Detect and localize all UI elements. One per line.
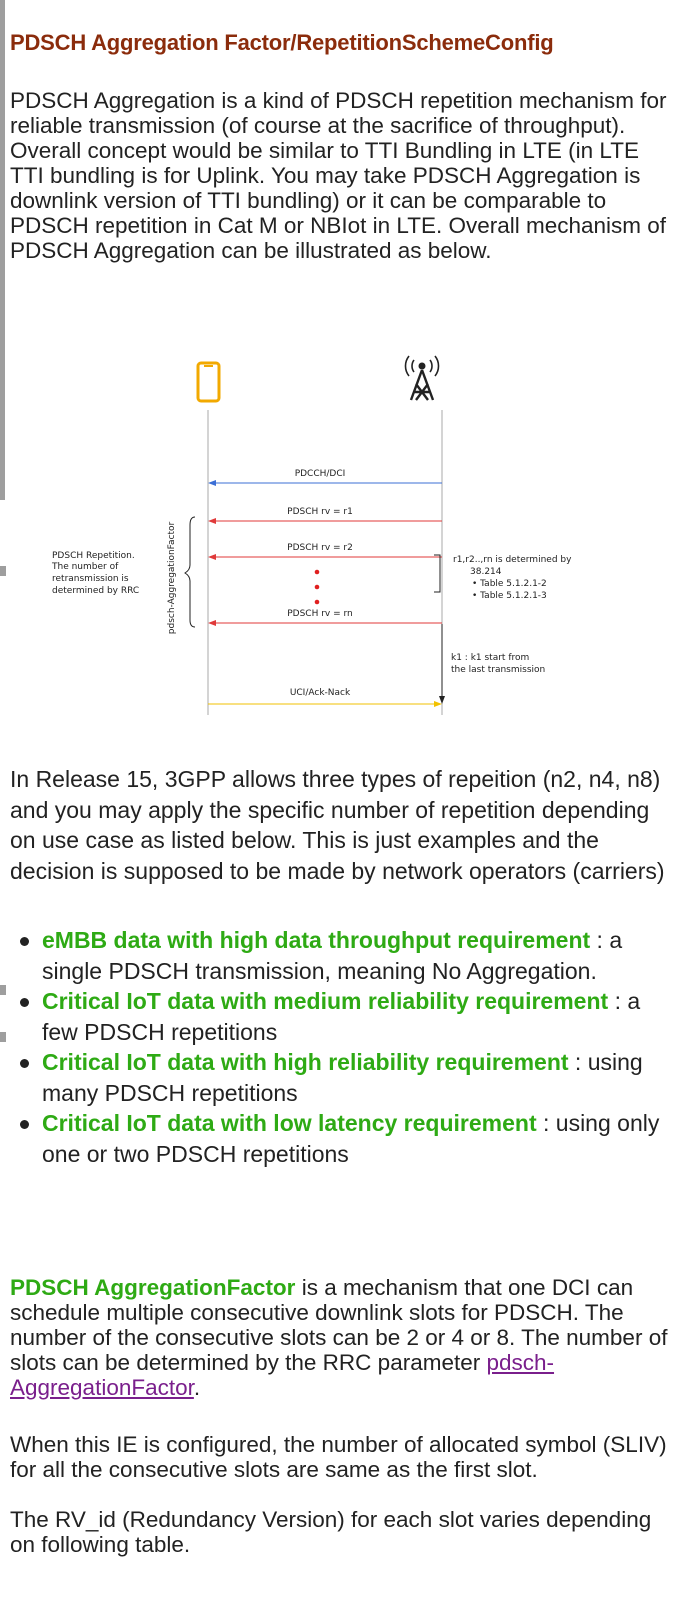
msg-pdsch-rv2 <box>208 543 442 560</box>
section-title: PDSCH Aggregation Factor/RepetitionSchemeConfig <box>10 30 554 55</box>
base-station-icon <box>405 356 438 400</box>
svg-text:• Table 5.1.2.1-3: • Table 5.1.2.1-3 <box>472 591 547 601</box>
bullet-dot <box>20 1120 29 1129</box>
aggregation-factor-vertical-label: pdsch-AggregationFactor <box>167 521 177 635</box>
msg-rv1-label: PDSCH rv = r1 <box>287 507 353 517</box>
list-item: Critical IoT data with low latency requirement : using only one or two PDSCH repetitions <box>10 1108 680 1169</box>
list-item: Critical IoT data with medium reliability requirement : a few PDSCH repetitions <box>10 986 680 1047</box>
msg-uci-label: UCI/Ack-Nack <box>289 688 351 698</box>
right-brace <box>434 555 440 592</box>
rv-determination-note <box>453 555 572 601</box>
msg-pdcch-label: PDCCH/DCI <box>294 469 346 479</box>
rv-paragraph: The RV_id (Redundancy Version) for each slot varies depending on following table. <box>10 1507 652 1557</box>
left-brace <box>185 517 195 627</box>
use-case-list <box>10 925 680 1169</box>
list-item: Critical IoT data with high reliability requirement : using many PDSCH repetitions <box>10 1047 680 1108</box>
continuation-dots <box>315 570 320 605</box>
scroll-marker <box>0 566 6 576</box>
msg-pdsch-rv1 <box>208 507 442 524</box>
svg-text:k1 : k1 start from: k1 : k1 start from <box>451 653 530 663</box>
msg-rvn-label: PDSCH rv = rn <box>287 609 353 619</box>
bullet-dot <box>20 937 29 946</box>
svg-text:r1,r2..,rn is determined by: r1,r2..,rn is determined by <box>453 555 572 565</box>
msg-pdcch-dci <box>208 469 442 486</box>
sliv-paragraph: When this IE is configured, the number of allocated symbol (SLIV) for all the consecutive slots are same as the first slot. <box>10 1432 667 1482</box>
scrollbar[interactable] <box>0 0 5 500</box>
pdsch-aggregation-factor-link[interactable]: pdsch-AggregationFactor <box>10 1350 555 1400</box>
intro-paragraph: PDSCH Aggregation is a kind of PDSCH repetition mechanism for reliable transmission (of course at the sacrifice of throughput). Overall concept would be similar to TTI Bundling in LTE (in LTE TTI bundling is for Uplink. You may take PDSCH Aggregation is downlink version of TTI bundling) or it can be comparable to PDSCH repetition in Cat M or NBIot in LTE. Overall mechanism of PDSCH Aggregation can be illustrated as below. <box>10 88 667 263</box>
msg-pdsch-rvn <box>208 609 442 626</box>
aggregation-factor-paragraph: PDSCH AggregationFactor is a mechanism that one DCI can schedule multiple consecutive downlink slots for PDSCH. The number of the consecutive slots can be 2 or 4 or 8. The number of slots can be determined by the RRC parameter pdsch-AggregationFactor. <box>10 1275 668 1400</box>
k1-note <box>451 653 545 675</box>
svg-text:the last transmission: the last transmission <box>451 665 546 675</box>
scroll-marker <box>0 985 6 995</box>
svg-text:• Table 5.1.2.1-2: • Table 5.1.2.1-2 <box>472 579 547 589</box>
bullet-dot <box>20 998 29 1007</box>
pdsch-aggregation-diagram <box>10 330 690 735</box>
svg-text:determined by RRC: determined by RRC <box>52 586 140 596</box>
bullet-dot <box>20 1059 29 1068</box>
repetition-note <box>51 551 139 596</box>
k1-arrow <box>439 624 445 704</box>
release15-paragraph: In Release 15, 3GPP allows three types of repeition (n2, n4, n8) and you may apply the specific number of repetition depending on use case as listed below. This is just examples and the decision is supposed to be made by network operators (carriers) <box>10 766 665 884</box>
msg-uci-ack-nack <box>208 688 442 707</box>
svg-text:retransmission is: retransmission is <box>52 574 129 584</box>
msg-rv2-label: PDSCH rv = r2 <box>287 543 353 553</box>
list-item: eMBB data with high data throughput requirement : a single PDSCH transmission, meaning No Aggregation. <box>10 925 680 986</box>
svg-text:The number of: The number of <box>52 562 119 572</box>
svg-text:38.214: 38.214 <box>470 567 502 577</box>
scroll-marker <box>0 1032 6 1042</box>
svg-text:PDSCH Repetition.: PDSCH Repetition. <box>52 551 135 561</box>
ue-phone-icon <box>198 363 219 401</box>
